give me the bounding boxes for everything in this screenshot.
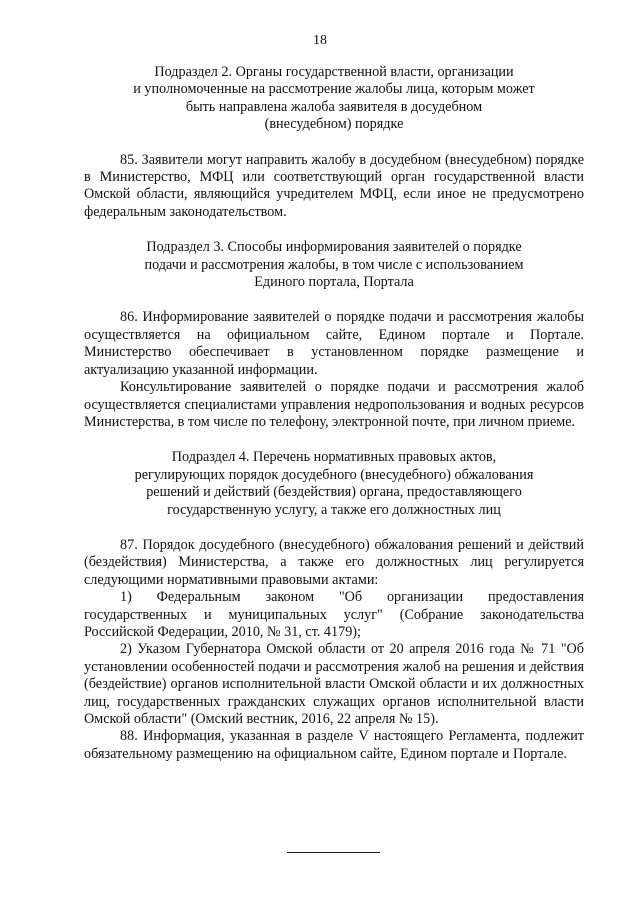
section-2-heading-line: и уполномоченные на рассмотрение жалобы лица, которым может	[133, 81, 535, 98]
section-3-heading	[84, 239, 584, 291]
paragraph-86: 86. Информирование заявителей о порядке подачи и рассмотрения жалобы осуществляется на официальном сайте, Едином портале и Портале. Министерство обеспечивает в установленном порядке размещение и актуализацию указанной информации.	[84, 309, 584, 378]
section-4-heading-line: Подраздел 4. Перечень нормативных правовых актов,	[171, 449, 497, 466]
section-2-heading-line: быть направлена жалоба заявителя в досудебном	[185, 98, 483, 115]
section-2-heading	[84, 64, 584, 134]
paragraph-87: 87. Порядок досудебного (внесудебного) обжалования решений и действий (бездействия) Министерства, а также его должностных лиц регулируется следующими нормативными правовыми актами:	[84, 536, 584, 588]
section-4-heading	[84, 449, 584, 519]
end-separator-line	[287, 852, 380, 853]
section-3-heading-line: подачи и рассмотрения жалобы, в том числе с использованием	[144, 256, 524, 273]
paragraph-consultation: Консультирование заявителей о порядке подачи и рассмотрения жалоб осуществляется специалистами управления недропользования и водных ресурсов Министерства, в том числе по телефону, электронной почте, при личном приеме.	[84, 379, 584, 430]
section-4-heading-line: государственную услугу, а также его должностных лиц	[167, 501, 501, 518]
section-2-heading-line: (внесудебном) порядке	[264, 116, 404, 133]
document-body	[84, 64, 584, 763]
section-3-heading-line: Подраздел 3. Способы информирования заявителей о порядке	[146, 239, 522, 256]
paragraph-88: 88. Информация, указанная в разделе V настоящего Регламента, подлежит обязательному размещению на официальном сайте, Едином портале и Портале.	[84, 728, 584, 762]
section-2-heading-line: Подраздел 2. Органы государственной власти, организации	[154, 64, 514, 80]
paragraph-85: 85. Заявители могут направить жалобу в досудебном (внесудебном) порядке в Министерство, МФЦ или соответствующий орган государственной власти Омской области, являющийся учредителем МФЦ, если иное не предусмотрено федеральным законодательством.	[84, 151, 584, 220]
page-number: 18	[313, 33, 327, 48]
paragraph-87-item-2: 2) Указом Губернатора Омской области от 20 апреля 2016 года № 71 "Об установлении особенностей подачи и рассмотрения жалоб на решения и действия (бездействие) органов исполнительной власти Омской области и их должностных лиц, государственных гражданских служащих органов исполнительной власти Омской области" (Омский вестник, 2016, 22 апреля № 15).	[84, 641, 584, 727]
section-4-heading-line: решений и действий (бездействия) органа, предоставляющего	[146, 484, 522, 501]
section-4-heading-line: регулирующих порядок досудебного (внесудебного) обжалования	[134, 466, 534, 483]
section-3-heading-line: Единого портала, Портала	[254, 274, 414, 291]
paragraph-87-item-1: 1) Федеральным законом "Об организации предоставления государственных и муниципальных услуг" (Собрание законодательства Российской Федерации, 2010, № 31, ст. 4179);	[84, 589, 584, 640]
